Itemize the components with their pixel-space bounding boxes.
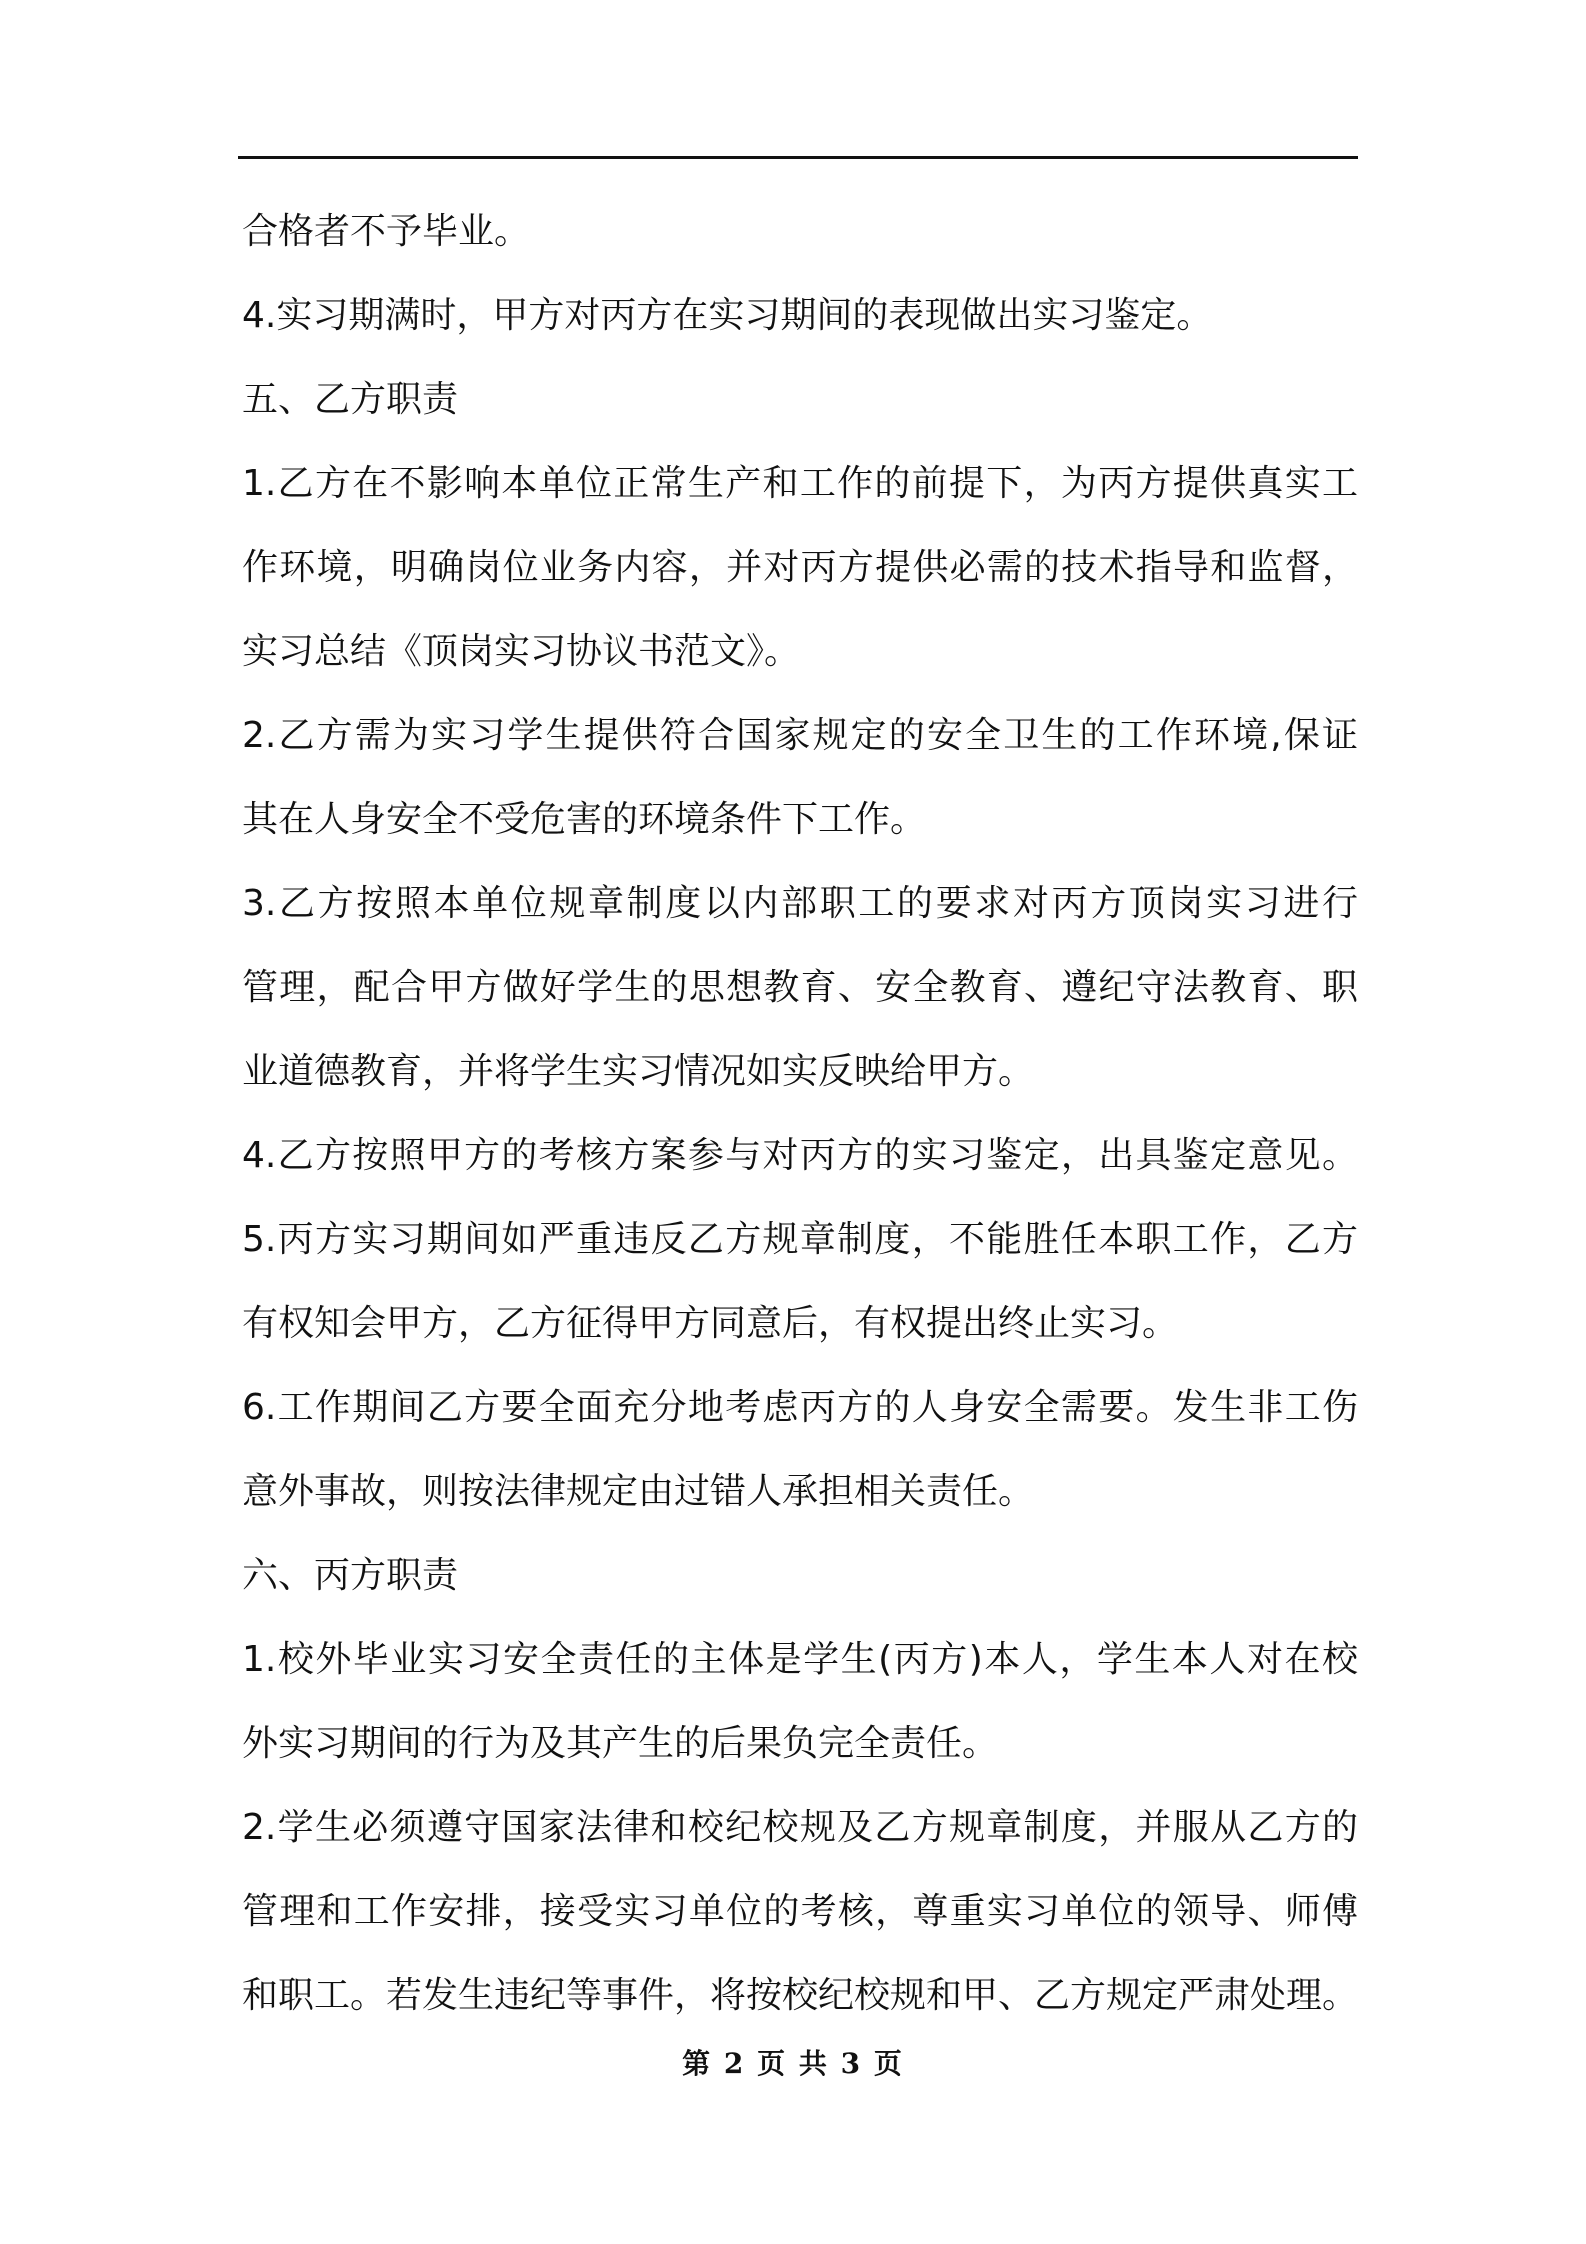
page-number-footer: 第 2 页 共 3 页	[682, 2047, 904, 2080]
text-line: 1.校外毕业实习安全责任的主体是学生(丙方)本人，学生本人对在校	[242, 1639, 1358, 1680]
text-line: 实习总结《顶岗实习协议书范文》。	[242, 631, 801, 672]
text-line: 4.实习期满时，甲方对丙方在实习期间的表现做出实习鉴定。	[242, 295, 1213, 336]
text-line: 和职工。若发生违纪等事件，将按校纪校规和甲、乙方规定严肃处理。	[242, 1975, 1358, 2016]
section-heading: 五、乙方职责	[242, 379, 459, 420]
text-line: 管理和工作安排，接受实习单位的考核，尊重实习单位的领导、师傅	[242, 1891, 1358, 1932]
section-heading: 六、丙方职责	[242, 1555, 459, 1596]
text-line: 外实习期间的行为及其产生的后果负完全责任。	[242, 1723, 999, 1764]
text-line: 6.工作期间乙方要全面充分地考虑丙方的人身安全需要。发生非工伤	[242, 1387, 1358, 1428]
text-line: 管理，配合甲方做好学生的思想教育、安全教育、遵纪守法教育、职	[242, 967, 1358, 1008]
text-line: 作环境，明确岗位业务内容，并对丙方提供必需的技术指导和监督，	[242, 547, 1358, 588]
text-line: 有权知会甲方，乙方征得甲方同意后，有权提出终止实习。	[242, 1303, 1179, 1344]
text-line: 合格者不予毕业。	[242, 211, 531, 252]
text-line: 3.乙方按照本单位规章制度以内部职工的要求对丙方顶岗实习进行	[242, 883, 1358, 924]
text-line: 意外事故，则按法律规定由过错人承担相关责任。	[242, 1471, 1035, 1512]
text-line: 2.学生必须遵守国家法律和校纪校规及乙方规章制度，并服从乙方的	[242, 1807, 1358, 1848]
header-rule	[238, 156, 1358, 159]
text-line: 其在人身安全不受危害的环境条件下工作。	[242, 799, 927, 840]
document-body	[242, 190, 1358, 2038]
text-line: 5.丙方实习期间如严重违反乙方规章制度，不能胜任本职工作，乙方	[242, 1219, 1358, 1260]
text-line: 1.乙方在不影响本单位正常生产和工作的前提下，为丙方提供真实工	[242, 463, 1358, 504]
text-line: 2.乙方需为实习学生提供符合国家规定的安全卫生的工作环境,保证	[242, 715, 1358, 756]
text-line: 业道德教育，并将学生实习情况如实反映给甲方。	[242, 1051, 1035, 1092]
text-line: 4.乙方按照甲方的考核方案参与对丙方的实习鉴定，出具鉴定意见。	[242, 1135, 1358, 1176]
